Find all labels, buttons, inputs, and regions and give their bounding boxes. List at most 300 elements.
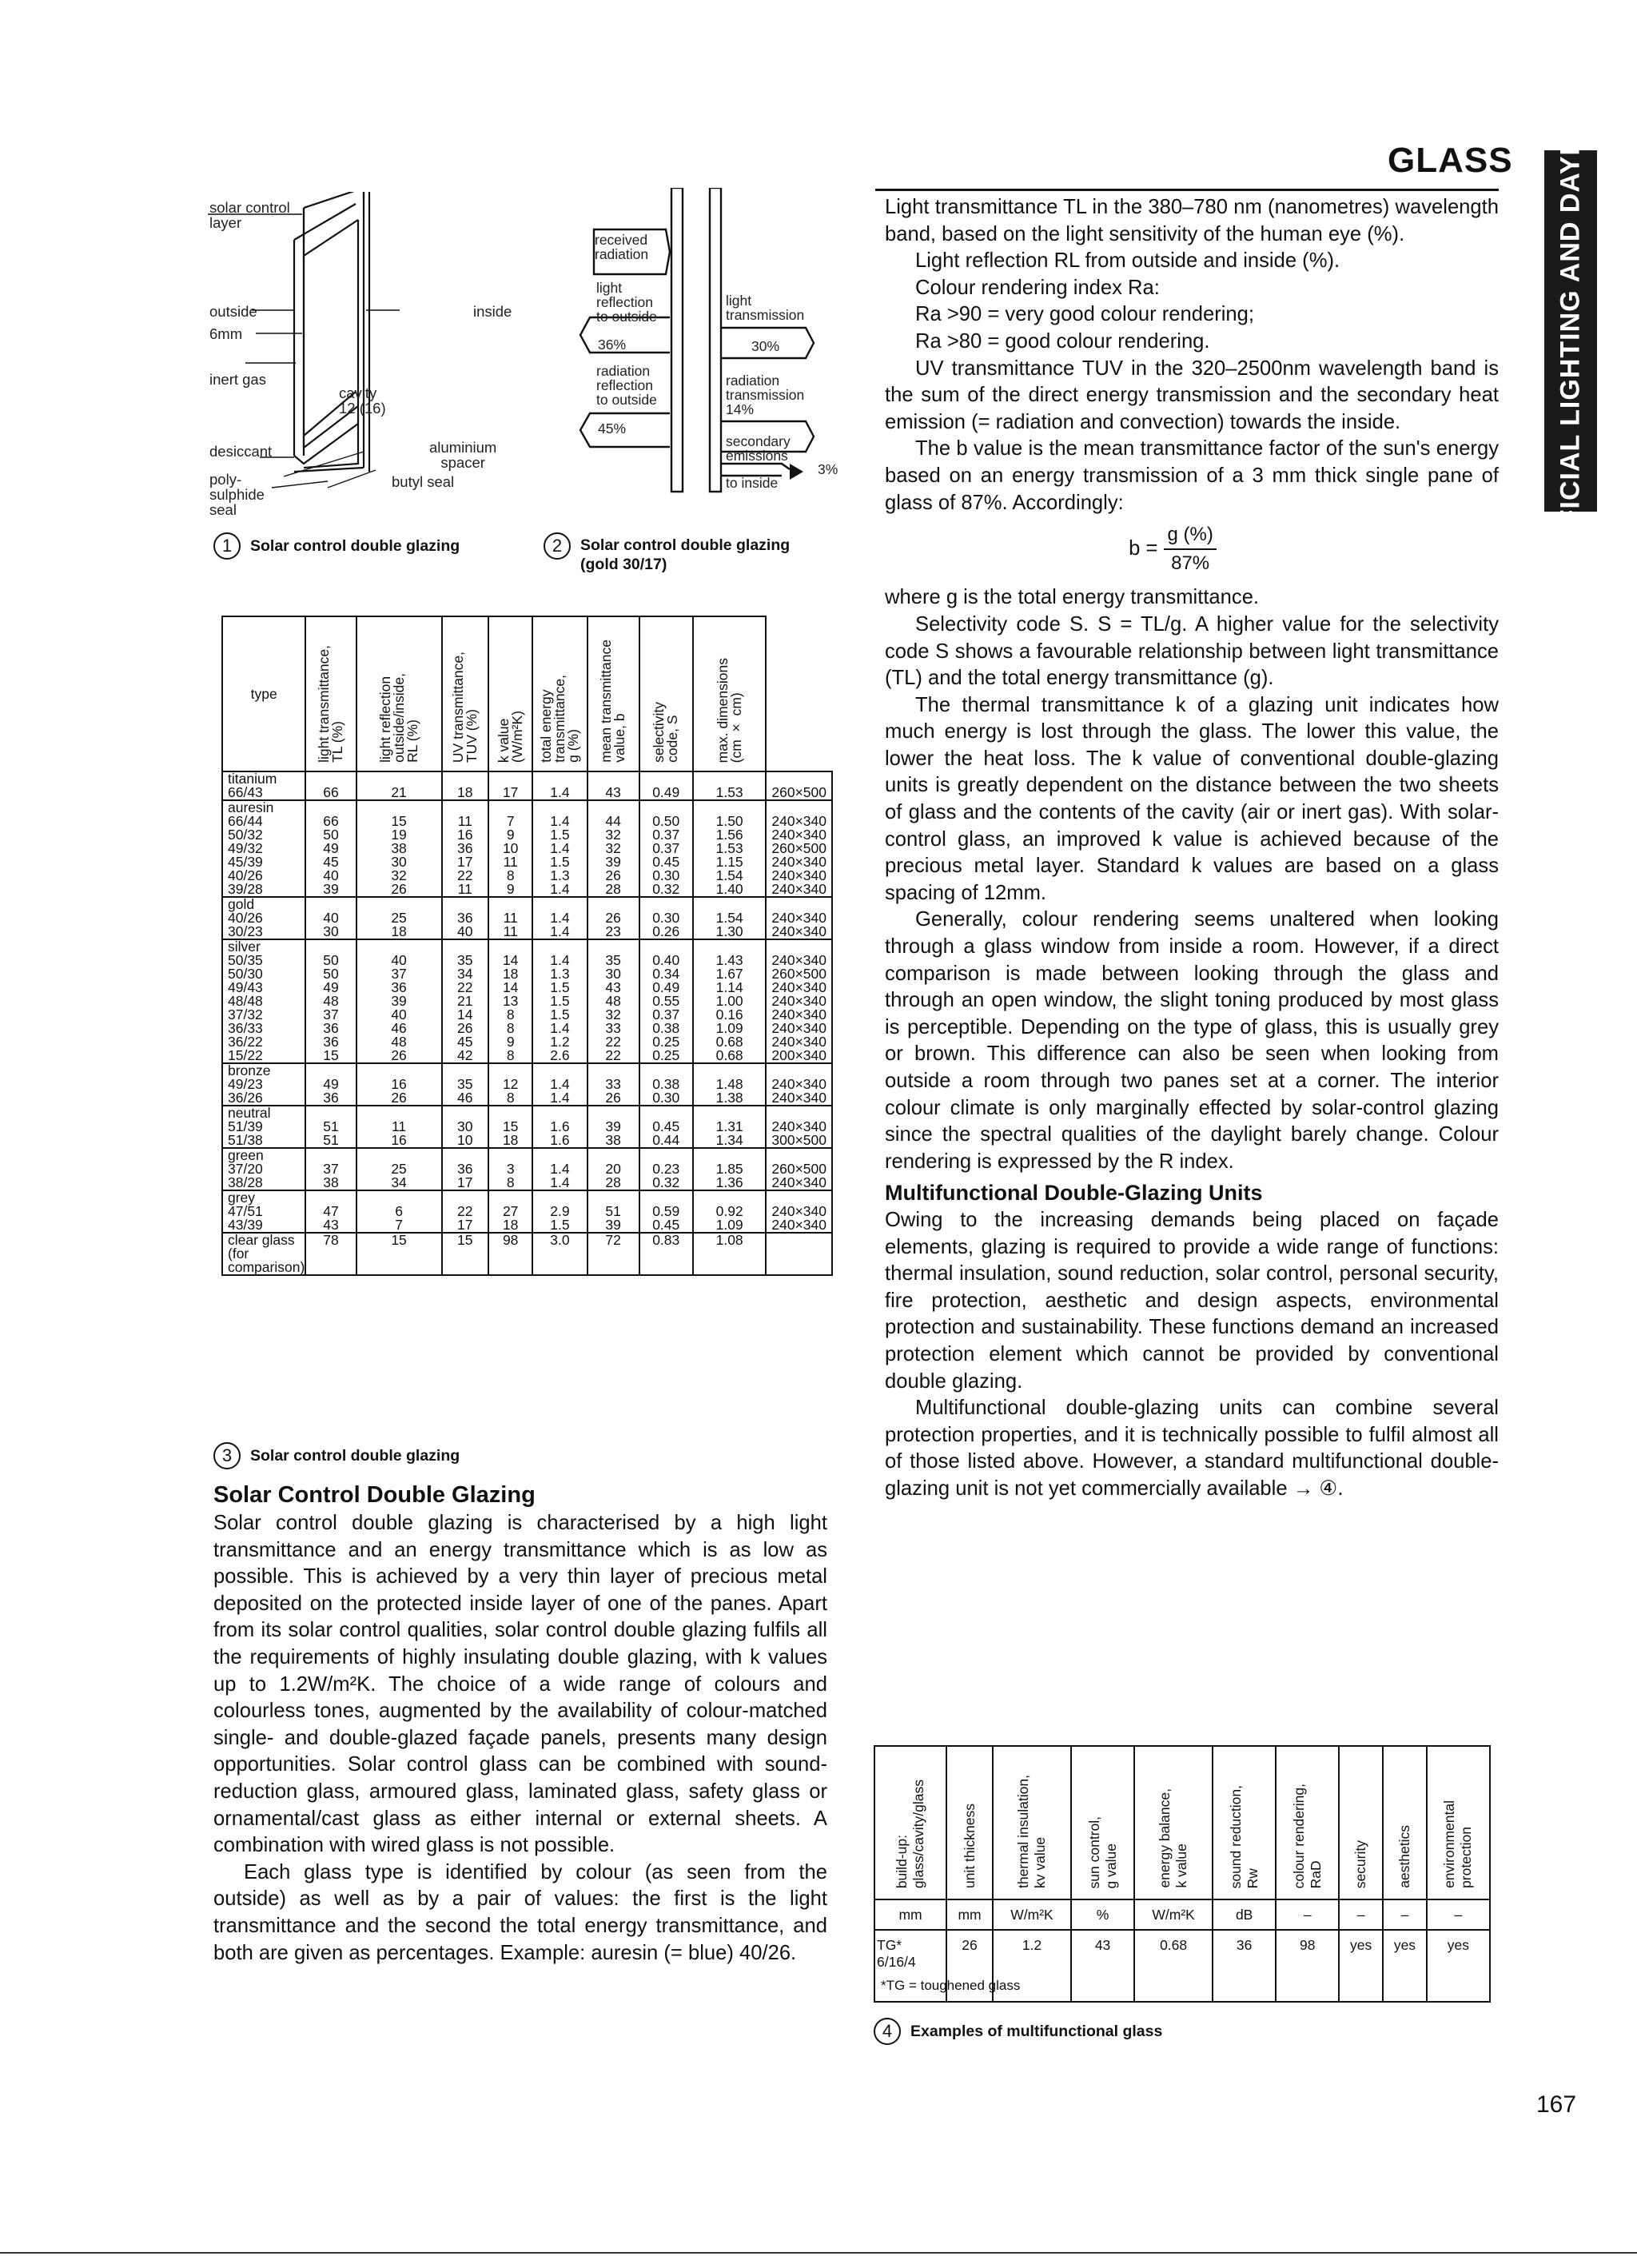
- table-cell: yes: [1427, 1930, 1490, 2002]
- table-cell: 50: [323, 966, 339, 982]
- table-cell: 1.4: [550, 813, 570, 829]
- table-cell: 1.48: [715, 1076, 743, 1092]
- table-cell: 3: [506, 1161, 515, 1177]
- value-cell: [305, 1063, 356, 1106]
- table-cell: 39: [605, 854, 621, 870]
- value-cell: [356, 771, 442, 800]
- table-cell: 1.4: [550, 784, 570, 800]
- table-row-group: [222, 939, 832, 1063]
- value-cell: [356, 897, 442, 939]
- figure-2-caption: 2 Solar control double glazing (gold 30/17): [544, 532, 790, 574]
- table-cell: 1.15: [715, 854, 743, 870]
- column-header: colour rendering, RaD: [1276, 1746, 1339, 1899]
- paragraph: Light transmittance TL in the 380–780 nm (nanometres) wavelength band, based on the light sensitivity of the human eye (%).: [885, 196, 1499, 245]
- bottom-rule: [0, 2252, 1637, 2254]
- table-cell: 1.54: [715, 867, 743, 883]
- value-cell: [442, 1190, 489, 1233]
- table-cell: 18: [502, 966, 519, 982]
- table-cell: 1.31: [715, 1118, 743, 1134]
- figure-1-caption: 1 Solar control double glazing: [213, 532, 460, 560]
- section-tab: [1544, 69, 1597, 593]
- table-cell: 17: [457, 1174, 473, 1190]
- figure-number: 3: [213, 1442, 241, 1469]
- value-cell: [693, 771, 767, 800]
- solar-control-section: [213, 1481, 827, 1967]
- value-cell: [356, 939, 442, 1063]
- type-label: 51/38: [228, 1132, 263, 1148]
- paragraph: Light reflection RL from outside and inside (%).: [915, 249, 1340, 273]
- value-cell: [587, 939, 639, 1063]
- type-label: 45/39: [228, 854, 263, 870]
- table-cell: 6: [395, 1203, 403, 1219]
- table-cell: 1.2: [993, 1930, 1071, 2002]
- column-header: unit thickness: [946, 1746, 993, 1899]
- table-footnote: *TG = toughened glass: [881, 1978, 1021, 1993]
- type-label: 49/32: [228, 840, 263, 856]
- table-cell: 43: [605, 784, 621, 800]
- fig2-label-45-percent: 45%: [598, 421, 627, 436]
- value-cell: [356, 1106, 442, 1148]
- table-cell: 240×340: [771, 979, 826, 995]
- table-cell: 30: [323, 923, 339, 939]
- paragraph: Solar control double glazing is characterised by a high light transmittance and an energy transmittance which is as low as possible. This is achieved by a very thin layer of precious metal deposited on the protected inside layer of one of the panes. Apart from its solar control qualities, solar control double glazing fulfils all the requirements of highly insulating double glazing, with k values up to 1.2W/m²K. The choice of a wide range of colours and colourless tones, augmented by the availability of colour-matched single- and double-glazed façade panels, presents many design opportunities. Solar control glass can be combined with sound-reduction glass, armoured glass, laminated glass, safety glass or ornamental/cast glass as either internal or external sheets. A combination with wired glass is not possible.: [213, 1512, 827, 1857]
- fig1-label-cavity: cavity 12 (16): [339, 385, 386, 417]
- value-cell: [639, 800, 693, 897]
- column-header-mean-transmittance: mean transmittance value, b: [587, 616, 639, 771]
- table-cell: 0.30: [652, 1090, 680, 1106]
- type-label: 47/51: [228, 1203, 263, 1219]
- table-cell: 0.37: [652, 1006, 680, 1022]
- table-cell: 19: [391, 827, 407, 843]
- table-cell: 0.49: [652, 979, 680, 995]
- type-cell: [222, 800, 305, 897]
- value-cell: [693, 897, 767, 939]
- table-cell: 1.4: [550, 952, 570, 968]
- table-cell: 36: [457, 910, 473, 926]
- table-cell: 40: [391, 952, 407, 968]
- table-cell: 22: [457, 867, 473, 883]
- table-cell: 1.6: [550, 1118, 570, 1134]
- table-cell: 0.49: [652, 784, 680, 800]
- table-body: [222, 771, 832, 1275]
- value-cell: [766, 800, 832, 897]
- table-cell: 98: [488, 1233, 532, 1275]
- units-row: [874, 1899, 1490, 1930]
- value-cell: [639, 897, 693, 939]
- table-cell: 26: [605, 1090, 621, 1106]
- value-cell: [305, 939, 356, 1063]
- column-header-type: type: [222, 616, 305, 771]
- table-cell: 0.83: [639, 1233, 693, 1275]
- table-cell: 0.32: [652, 1174, 680, 1190]
- table-cell: 1.50: [715, 813, 743, 829]
- value-cell: [305, 897, 356, 939]
- table-cell: 39: [605, 1118, 621, 1134]
- table-cell: 0.30: [652, 867, 680, 883]
- table-cell: 0.34: [652, 966, 680, 982]
- table-cell: 16: [391, 1076, 407, 1092]
- fig1-label-inert-gas: inert gas: [209, 371, 266, 388]
- value-cell: [442, 1063, 489, 1106]
- table-cell: 36: [1213, 1930, 1276, 2002]
- value-cell: [488, 897, 532, 939]
- value-cell: [639, 939, 693, 1063]
- table-cell: 0.32: [652, 881, 680, 897]
- table-cell: yes: [1339, 1930, 1383, 2002]
- value-cell: [693, 1106, 767, 1148]
- table-cell: 11: [503, 923, 518, 939]
- value-cell: [532, 1063, 587, 1106]
- table-cell: 0.68: [715, 1034, 743, 1050]
- table-cell: 1.4: [550, 910, 570, 926]
- paragraph: Multifunctional double-glazing units can combine several protection properties, and it is technically possible to fulfil almost all of those listed above. However, a standard multifunctional double-glazing unit is not yet commercially available → ④.: [885, 1397, 1499, 1500]
- table-cell: 78: [305, 1233, 356, 1275]
- group-name: auresin: [228, 799, 274, 815]
- table-cell: 36: [323, 1090, 339, 1106]
- page-number: 167: [1536, 2091, 1577, 2118]
- table-cell: 36: [323, 1020, 339, 1036]
- paragraph: Owing to the increasing demands being placed on façade elements, glazing is required to provide a wide range of functions: thermal insulation, sound reduction, solar control, personal security, fire protection, aesthetic and design aspects, environmental protection and sustainability. These functions demand an increased protection element which cannot be provided by conventional double glazing.: [885, 1208, 1499, 1393]
- paragraph: Selectivity code S. S = TL/g. A higher value for the selectivity code S shows a favourable relationship between light transmittance (TL) and the total energy transmittance (g).: [885, 612, 1499, 690]
- table-cell: 38: [323, 1174, 339, 1190]
- table-cell: 28: [605, 881, 621, 897]
- value-cell: [305, 1190, 356, 1233]
- value-cell: [587, 1190, 639, 1233]
- type-label: 49/43: [228, 979, 263, 995]
- table-cell: 0.26: [652, 923, 680, 939]
- table-cell: 42: [457, 1047, 473, 1063]
- table-cell: 12: [502, 1076, 519, 1092]
- table-cell: 240×340: [771, 854, 826, 870]
- column-header-light-transmittance: light transmittance, TL (%): [305, 616, 356, 771]
- table-cell: 46: [457, 1090, 473, 1106]
- fig1-label-solar-control-layer: solar control layer: [209, 199, 290, 231]
- table-cell: 0.68: [715, 1047, 743, 1063]
- table-cell: 40: [457, 923, 473, 939]
- table-cell: 35: [457, 1076, 473, 1092]
- table-cell: 1.3: [550, 966, 570, 982]
- fig1-label-butyl-seal: butyl seal: [392, 473, 455, 490]
- table-cell: 26: [605, 910, 621, 926]
- figure-number: 4: [874, 2018, 901, 2045]
- table-cell: 300×500: [771, 1132, 826, 1148]
- table-cell: 43: [323, 1217, 339, 1233]
- table-row-group: [222, 1106, 832, 1148]
- table-cell: 50: [323, 952, 339, 968]
- type-label: 48/48: [228, 993, 263, 1009]
- table-cell: 0.37: [652, 827, 680, 843]
- table-cell: 51: [323, 1132, 339, 1148]
- table-cell: 15: [323, 1047, 339, 1063]
- value-cell: [766, 771, 832, 800]
- section-heading: Solar Control Double Glazing: [213, 1482, 536, 1508]
- table-cell: 34: [391, 1174, 407, 1190]
- column-header-selectivity: selectivity code, S: [639, 616, 693, 771]
- value-cell: [587, 897, 639, 939]
- table-cell: 1.5: [550, 993, 570, 1009]
- group-name: titanium: [228, 771, 277, 787]
- type-label: 43/39: [228, 1217, 263, 1233]
- table-cell: 240×340: [771, 923, 826, 939]
- table-cell: 240×340: [771, 1034, 826, 1050]
- table-cell: 1.4: [550, 881, 570, 897]
- table-cell: 15: [391, 813, 407, 829]
- table-cell: 37: [323, 1161, 339, 1177]
- table-cell: 240×340: [771, 1118, 826, 1134]
- table-cell: 33: [605, 1076, 621, 1092]
- table-cell: 17: [457, 854, 473, 870]
- table-cell: 1.4: [550, 1161, 570, 1177]
- table-cell: 43: [605, 979, 621, 995]
- table-cell: 40: [323, 867, 339, 883]
- table-cell: 36: [457, 1161, 473, 1177]
- table-cell: 0.55: [652, 993, 680, 1009]
- column-header: security: [1339, 1746, 1383, 1899]
- column-header: thermal insulation, kv value: [993, 1746, 1071, 1899]
- value-cell: [766, 939, 832, 1063]
- table-cell: 37: [391, 966, 407, 982]
- table-cell: 0.68: [1134, 1930, 1213, 2002]
- table-cell: 3.0: [532, 1233, 587, 1275]
- table-cell: 26: [605, 867, 621, 883]
- table-cell: 34: [457, 966, 473, 982]
- table-cell: 32: [605, 840, 621, 856]
- value-cell: [639, 1148, 693, 1190]
- table-cell: 9: [506, 1034, 515, 1050]
- table-cell: 1.30: [715, 923, 743, 939]
- header-rule: [875, 189, 1499, 191]
- type-label: 37/20: [228, 1161, 263, 1177]
- table-cell: 18: [457, 784, 473, 800]
- column-header-k-value: k value (W/m²K): [488, 616, 532, 771]
- solar-control-glazing-table: [221, 616, 833, 1276]
- value-cell: [766, 1106, 832, 1148]
- table-cell: 32: [391, 867, 407, 883]
- table-cell: 1.00: [715, 993, 743, 1009]
- type-label: 40/26: [228, 910, 263, 926]
- table-cell: 0.23: [652, 1161, 680, 1177]
- table-cell: 18: [502, 1132, 519, 1148]
- table-cell: 1.08: [693, 1233, 767, 1275]
- table-cell: 1.38: [715, 1090, 743, 1106]
- table-cell: 21: [457, 993, 473, 1009]
- fig1-label-aluminium-spacer: aluminium spacer: [429, 439, 497, 471]
- column-header: sound reduction, Rw: [1213, 1746, 1276, 1899]
- table-cell: 15: [356, 1233, 442, 1275]
- table-cell: 48: [391, 1034, 407, 1050]
- value-cell: [587, 771, 639, 800]
- paragraph: Ra >80 = good colour rendering.: [915, 329, 1210, 353]
- figure-number: 2: [544, 532, 571, 560]
- unit-cell: dB: [1213, 1899, 1276, 1930]
- value-cell: [488, 1106, 532, 1148]
- table-cell: 240×340: [771, 1217, 826, 1233]
- figure-3-caption: 3 Solar control double glazing: [213, 1442, 460, 1469]
- value-cell: [693, 1148, 767, 1190]
- value-cell: [488, 1063, 532, 1106]
- table-cell: 260×500: [771, 840, 826, 856]
- table-cell: 22: [605, 1047, 621, 1063]
- table-cell: 25: [391, 1161, 407, 1177]
- table-cell: 49: [323, 979, 339, 995]
- fig2-label-36-percent: 36%: [598, 337, 627, 353]
- group-name: bronze: [228, 1062, 271, 1078]
- type-label: 39/28: [228, 881, 263, 897]
- table-cell: TG* 6/16/4: [874, 1930, 946, 2002]
- table-cell: 35: [457, 952, 473, 968]
- value-cell: [766, 897, 832, 939]
- table-cell: 8: [506, 1174, 515, 1190]
- table-cell: 21: [391, 784, 407, 800]
- table-cell: 2.9: [550, 1203, 570, 1219]
- unit-cell: W/m²K: [993, 1899, 1071, 1930]
- value-cell: [532, 897, 587, 939]
- type-cell: [222, 1063, 305, 1106]
- table-cell: 1.53: [715, 840, 743, 856]
- multifunctional-glass-table: [874, 1745, 1491, 2003]
- table-cell: 2.6: [550, 1047, 570, 1063]
- table-cell: 1.4: [550, 1020, 570, 1036]
- table-cell: 15: [442, 1233, 489, 1275]
- table-cell: 25: [391, 910, 407, 926]
- table-cell: 35: [605, 952, 621, 968]
- table-cell: 51: [323, 1118, 339, 1134]
- fig2-label-30-percent: 30%: [751, 338, 780, 354]
- paragraph: Ra >90 = very good colour rendering;: [915, 303, 1254, 326]
- value-cell: [442, 939, 489, 1063]
- table-cell: 1.4: [550, 1174, 570, 1190]
- fig1-label-6mm: 6mm: [209, 325, 243, 342]
- fig1-label-inside: inside: [473, 303, 512, 320]
- table-cell: 1.5: [550, 1217, 570, 1233]
- table-cell: 240×340: [771, 910, 826, 926]
- table-cell: 72: [587, 1233, 639, 1275]
- section-heading: Multifunctional Double-Glazing Units: [885, 1181, 1263, 1206]
- table-cell: 8: [506, 867, 515, 883]
- table-cell: 36: [457, 840, 473, 856]
- table-cell: 26: [946, 1930, 993, 2002]
- unit-cell: mm: [946, 1899, 993, 1930]
- table-cell: 45: [457, 1034, 473, 1050]
- table-cell: 23: [605, 923, 621, 939]
- table-cell: 240×340: [771, 813, 826, 829]
- group-name: silver: [228, 939, 261, 955]
- unit-cell: –: [1427, 1899, 1490, 1930]
- table-cell: 0.92: [715, 1203, 743, 1219]
- definitions-column: [885, 194, 1499, 1503]
- table-row-group: [222, 1190, 832, 1233]
- table-cell: 1.53: [715, 784, 743, 800]
- value-cell: [587, 1148, 639, 1190]
- paragraph: UV transmittance TUV in the 320–2500nm wavelength band is the sum of the direct energy transmission and the secondary heat emission (= radiation and convection) towards the inside.: [885, 357, 1499, 433]
- table-cell: 39: [323, 881, 339, 897]
- table-cell: 11: [457, 813, 472, 829]
- fig1-label-polysulphide-seal: poly- sulphide seal: [209, 471, 265, 518]
- table-cell: 1.67: [715, 966, 743, 982]
- value-cell: [305, 1148, 356, 1190]
- table-cell: 1.09: [715, 1217, 743, 1233]
- table-cell: 240×340: [771, 1076, 826, 1092]
- table-cell: 240×340: [771, 952, 826, 968]
- table-cell: 0.45: [652, 1217, 680, 1233]
- table-cell: 16: [457, 827, 473, 843]
- unit-cell: –: [1276, 1899, 1339, 1930]
- table-cell: 36: [391, 979, 407, 995]
- value-cell: [766, 1148, 832, 1190]
- table-cell: 11: [457, 881, 472, 897]
- table-cell: 1.5: [550, 854, 570, 870]
- table-cell: 1.5: [550, 827, 570, 843]
- column-header: aesthetics: [1383, 1746, 1427, 1899]
- table-cell: yes: [1383, 1930, 1427, 2002]
- value-cell: [488, 771, 532, 800]
- table-cell: 1.2: [550, 1034, 570, 1050]
- table-cell: 22: [605, 1034, 621, 1050]
- unit-cell: mm: [874, 1899, 946, 1930]
- group-name: gold: [228, 896, 255, 912]
- table-cell: 14: [502, 952, 519, 968]
- table-cell: 1.6: [550, 1132, 570, 1148]
- table-cell: 0.38: [652, 1076, 680, 1092]
- value-cell: [442, 771, 489, 800]
- fig2-label-radiation-reflection: radiation reflection to outside: [596, 363, 657, 408]
- table-cell: 1.34: [715, 1132, 743, 1148]
- value-cell: [488, 1190, 532, 1233]
- table-cell: 240×340: [771, 867, 826, 883]
- table-cell: clear glass (for comparison): [222, 1233, 305, 1275]
- value-cell: [532, 1148, 587, 1190]
- table-cell: 51: [605, 1203, 621, 1219]
- table-row-group: [222, 897, 832, 939]
- table-cell: 1.09: [715, 1020, 743, 1036]
- table-cell: 26: [391, 1047, 407, 1063]
- table-cell: 1.54: [715, 910, 743, 926]
- table-cell: 37: [323, 1006, 339, 1022]
- table-cell: 10: [502, 840, 519, 856]
- table-cell: 8: [506, 1006, 515, 1022]
- table-cell: 0.59: [652, 1203, 680, 1219]
- type-cell: [222, 939, 305, 1063]
- group-name: neutral: [228, 1105, 271, 1121]
- table-cell: 0.30: [652, 910, 680, 926]
- table-cell: 28: [605, 1174, 621, 1190]
- table-cell: 0.45: [652, 1118, 680, 1134]
- type-label: 15/22: [228, 1047, 263, 1063]
- type-cell: [222, 1190, 305, 1233]
- table-cell: 8: [506, 1090, 515, 1106]
- column-header-light-reflection: light reflection outside/inside, RL (%): [356, 616, 442, 771]
- table-cell: 1.5: [550, 979, 570, 995]
- fig1-label-outside: outside: [209, 303, 257, 320]
- value-cell: [639, 1106, 693, 1148]
- table-cell: 48: [605, 993, 621, 1009]
- table-cell: 11: [503, 854, 518, 870]
- table-cell: 260×500: [771, 966, 826, 982]
- table-cell: 1.4: [550, 840, 570, 856]
- column-header-uv-transmittance: UV transmittance, TUV (%): [442, 616, 489, 771]
- table-cell: 38: [605, 1132, 621, 1148]
- table-cell: 0.25: [652, 1047, 680, 1063]
- table-cell: 11: [391, 1118, 407, 1134]
- unit-cell: W/m²K: [1134, 1899, 1213, 1930]
- value-cell: [587, 1106, 639, 1148]
- paragraph: The b value is the mean transmittance factor of the sun's energy based on an energy transmission of a 3 mm thick single pane of glass of 87%. Accordingly:: [885, 437, 1499, 514]
- value-cell: [639, 771, 693, 800]
- table-cell: 1.4: [550, 1076, 570, 1092]
- fig2-label-radiation-transmission: radiation transmission 14%: [726, 373, 805, 417]
- table-cell: 240×340: [771, 1020, 826, 1036]
- value-cell: [532, 800, 587, 897]
